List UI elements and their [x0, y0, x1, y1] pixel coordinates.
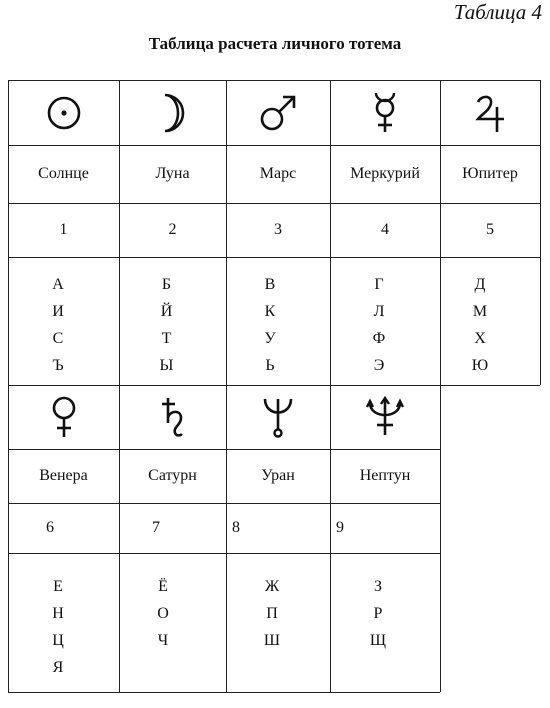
letters-neptune [330, 573, 426, 689]
letter: Ц [52, 632, 64, 649]
letters-venus [8, 573, 108, 689]
planet-number-mars: 3 [274, 221, 282, 238]
letter: Ч [157, 632, 169, 649]
jupiter-icon [440, 80, 540, 145]
planet-number-saturn: 7 [152, 519, 160, 536]
letter: Ы [159, 357, 174, 374]
page-title: Таблица расчета личного тотема [148, 34, 402, 53]
letter: Е [53, 578, 63, 595]
letter: Й [160, 303, 173, 320]
letters-sun [8, 271, 108, 383]
planet-name-uranus: Уран [261, 467, 295, 484]
letter: Г [374, 276, 384, 293]
planet-name-jupiter: Юпитер [462, 165, 518, 182]
letters-mars [226, 271, 314, 383]
letter: Ш [263, 632, 281, 649]
planet-name-venus: Венера [39, 467, 88, 484]
letters-uranus [226, 573, 318, 689]
letter: Ъ [52, 357, 64, 374]
mars-icon [226, 80, 330, 145]
sun-icon [8, 80, 119, 145]
mercury-icon [330, 80, 440, 145]
letter: С [52, 330, 64, 347]
letter: А [52, 276, 64, 293]
planet-number-neptune: 9 [336, 519, 344, 536]
planet-name-saturn: Сатурн [148, 467, 197, 484]
planet-number-sun: 1 [59, 221, 68, 238]
planet-number-jupiter: 5 [486, 221, 494, 238]
letter: Л [373, 303, 385, 320]
planet-name-sun: Солнце [38, 165, 89, 182]
planet-number-uranus: 8 [232, 519, 240, 536]
planet-name-moon: Луна [155, 165, 190, 182]
moon-icon [119, 80, 226, 145]
letter: Щ [369, 632, 387, 649]
letter: В [264, 276, 276, 293]
letter: И [52, 303, 64, 320]
letter: М [472, 303, 488, 320]
letter: О [157, 605, 169, 622]
letter: Ю [471, 357, 489, 374]
letter: Б [161, 276, 172, 293]
planet-name-neptune: Нептун [359, 467, 411, 484]
letter: П [266, 605, 278, 622]
venus-icon [8, 385, 119, 449]
letters-moon [119, 271, 214, 383]
planet-number-venus: 6 [46, 519, 54, 536]
saturn-icon [119, 385, 226, 449]
letter: Х [474, 330, 486, 347]
letter: К [264, 303, 276, 320]
letter: У [264, 330, 276, 347]
letter: Ф [372, 330, 386, 347]
letters-mercury [330, 271, 428, 383]
planet-name-mars: Марс [259, 165, 297, 182]
letter: З [373, 578, 382, 595]
letters-jupiter [440, 271, 520, 383]
letter: Ё [158, 578, 168, 595]
letter: Т [161, 330, 172, 347]
letter: Д [474, 276, 486, 293]
neptune-icon [330, 385, 440, 449]
letter: Э [373, 357, 385, 374]
letter: Н [52, 605, 64, 622]
letters-saturn [119, 573, 207, 689]
table-number-label: Таблица 4 [453, 0, 542, 24]
uranus-icon [226, 385, 330, 449]
letter: Ж [264, 578, 280, 595]
letter: Р [373, 605, 383, 622]
planet-number-mercury: 4 [381, 221, 389, 238]
planet-number-moon: 2 [168, 221, 177, 238]
planet-name-mercury: Меркурий [350, 165, 420, 182]
letter: Ь [265, 357, 275, 374]
letter: Я [52, 659, 64, 676]
